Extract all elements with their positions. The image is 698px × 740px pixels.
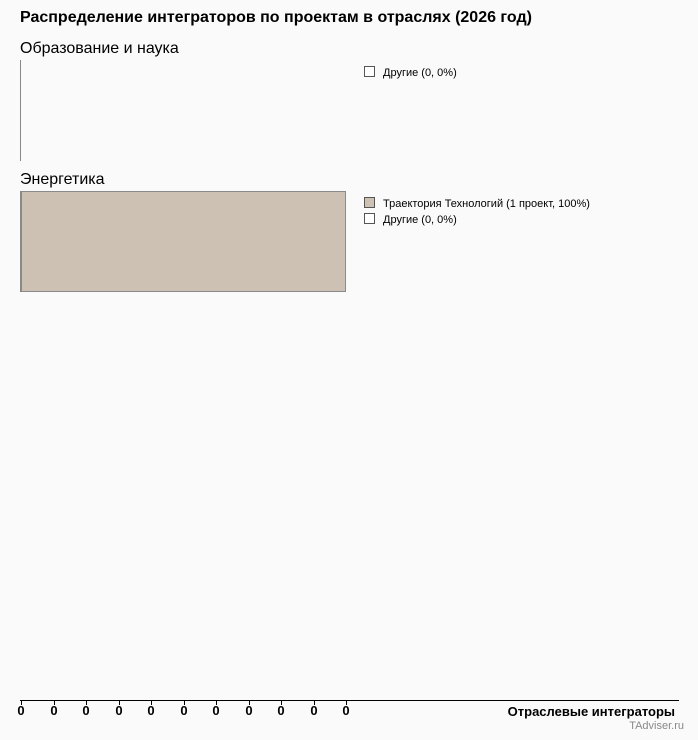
x-tick-label: 0 bbox=[82, 703, 90, 718]
legend-item-others-energy bbox=[364, 213, 457, 225]
x-tick-label: 0 bbox=[212, 703, 220, 718]
bar-trajectory-technologies bbox=[21, 191, 346, 292]
panel-label-education: Образование и наука bbox=[20, 40, 179, 57]
legend-label: Другие (0, 0%) bbox=[383, 67, 457, 79]
x-tick-label: 0 bbox=[147, 703, 155, 718]
x-tick-label: 0 bbox=[17, 703, 25, 718]
panel-label-energy: Энергетика bbox=[20, 171, 105, 188]
legend-item-trajectory-technologies bbox=[364, 197, 590, 209]
chart-title: Распределение интеграторов по проектам в отраслях (2026 год) bbox=[20, 9, 532, 26]
x-tick-label: 0 bbox=[310, 703, 318, 718]
x-tick-label: 0 bbox=[115, 703, 123, 718]
legend-label: Другие (0, 0%) bbox=[383, 214, 457, 226]
legend-swatch bbox=[364, 66, 375, 77]
legend-swatch bbox=[364, 197, 375, 208]
x-tick-label: 0 bbox=[50, 703, 58, 718]
panel-axis-education bbox=[20, 60, 21, 161]
watermark: TAdviser.ru bbox=[629, 720, 684, 732]
x-axis-title: Отраслевые интеграторы bbox=[507, 704, 675, 719]
x-tick-label: 0 bbox=[245, 703, 253, 718]
legend-swatch bbox=[364, 213, 375, 224]
legend-label: Траектория Технологий (1 проект, 100%) bbox=[383, 198, 590, 210]
legend-item-others-education bbox=[364, 66, 457, 78]
x-tick-label: 0 bbox=[180, 703, 188, 718]
x-tick-label: 0 bbox=[277, 703, 285, 718]
x-tick-label: 0 bbox=[342, 703, 350, 718]
